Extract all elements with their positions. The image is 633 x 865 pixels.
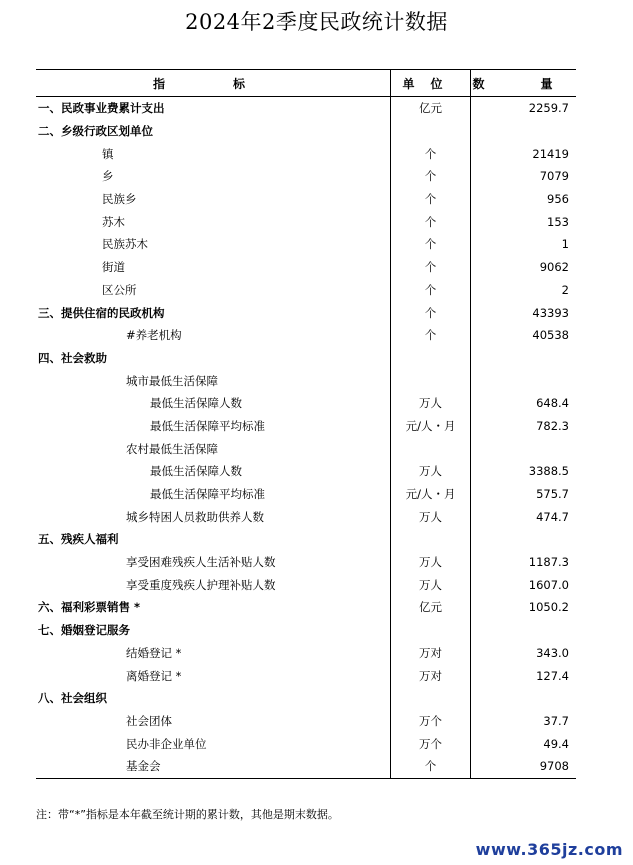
unit-cell: 万个 xyxy=(391,710,471,733)
indicator-cell: 最低生活保障平均标准 xyxy=(150,418,265,433)
table-row xyxy=(36,120,576,143)
unit-cell: 个 xyxy=(391,165,471,188)
indicator-cell: 街道 xyxy=(102,260,125,275)
table-row xyxy=(36,97,576,120)
table-row xyxy=(36,483,576,506)
table-row xyxy=(36,347,576,370)
value-cell: 40538 xyxy=(532,328,569,343)
value-cell xyxy=(471,528,576,551)
table-row xyxy=(36,687,576,710)
indicator-cell: 乡 xyxy=(102,169,114,184)
unit-cell xyxy=(391,120,471,143)
unit-cell xyxy=(391,687,471,710)
unit-cell: 个 xyxy=(391,210,471,233)
indicator-cell: 农村最低生活保障 xyxy=(126,441,218,456)
unit-cell: 万对 xyxy=(391,642,471,665)
header-indicator: 指 标 xyxy=(36,70,391,97)
table-row xyxy=(36,188,576,211)
table-row xyxy=(36,551,576,574)
indicator-cell: 民族苏木 xyxy=(102,237,148,252)
indicator-cell: 城乡特困人员救助供养人数 xyxy=(126,509,264,524)
indicator-cell: 结婚登记 * xyxy=(126,645,182,660)
indicator-cell: 四、社会救助 xyxy=(38,350,107,365)
value-cell: 49.4 xyxy=(543,736,569,751)
table-row xyxy=(36,369,576,392)
header-quantity: 数 量 xyxy=(471,70,576,97)
page-title: 2024年2季度民政统计数据 xyxy=(185,10,448,34)
statistics-table xyxy=(36,69,576,779)
value-cell: 37.7 xyxy=(543,713,569,728)
table-row xyxy=(36,460,576,483)
unit-cell: 个 xyxy=(391,301,471,324)
indicator-cell: 最低生活保障人数 xyxy=(150,464,242,479)
table-row xyxy=(36,279,576,302)
table-row xyxy=(36,755,576,778)
value-cell: 782.3 xyxy=(536,418,569,433)
table-row xyxy=(36,732,576,755)
value-cell: 956 xyxy=(547,192,569,207)
indicator-cell: 民办非企业单位 xyxy=(126,736,207,751)
indicator-cell: 享受困难残疾人生活补贴人数 xyxy=(126,555,276,570)
table-row xyxy=(36,165,576,188)
value-cell xyxy=(471,347,576,370)
unit-cell: 个 xyxy=(391,188,471,211)
unit-cell: 万人 xyxy=(391,573,471,596)
indicator-cell: 三、提供住宿的民政机构 xyxy=(38,305,165,320)
value-cell xyxy=(471,437,576,460)
unit-cell: 万人 xyxy=(391,460,471,483)
unit-cell: 万对 xyxy=(391,664,471,687)
value-cell: 9708 xyxy=(471,755,576,778)
table-row xyxy=(36,142,576,165)
value-cell: 343.0 xyxy=(536,645,569,660)
value-cell xyxy=(471,369,576,392)
table-row xyxy=(36,210,576,233)
indicator-cell: 社会团体 xyxy=(126,713,172,728)
value-cell: 127.4 xyxy=(536,668,569,683)
footnote: 注：带“*”指标是本年截至统计期的累计数，其他是期末数据。 xyxy=(36,808,339,821)
indicator-cell: 二、乡级行政区划单位 xyxy=(38,124,153,139)
value-cell: 2 xyxy=(561,282,569,297)
table-row xyxy=(36,256,576,279)
unit-cell xyxy=(391,528,471,551)
indicator-cell: 最低生活保障人数 xyxy=(150,396,242,411)
unit-cell xyxy=(391,619,471,642)
indicator-cell: 七、婚姻登记服务 xyxy=(38,623,130,638)
indicator-cell: 五、残疾人福利 xyxy=(38,532,119,547)
indicator-cell: 六、福利彩票销售 * xyxy=(38,600,141,615)
table-row xyxy=(36,392,576,415)
value-cell: 575.7 xyxy=(536,487,569,502)
value-cell: 1050.2 xyxy=(528,600,569,615)
value-cell xyxy=(471,687,576,710)
value-cell: 43393 xyxy=(532,305,569,320)
value-cell: 474.7 xyxy=(536,509,569,524)
value-cell: 9062 xyxy=(539,260,569,275)
unit-cell: 元/人・月 xyxy=(391,483,471,506)
unit-cell: 亿元 xyxy=(391,97,471,120)
indicator-cell: 城市最低生活保障 xyxy=(126,373,218,388)
indicator-cell: 享受重度残疾人护理补贴人数 xyxy=(126,577,276,592)
indicator-cell: 一、民政事业费累计支出 xyxy=(38,101,165,116)
unit-cell: 个 xyxy=(391,142,471,165)
table-row xyxy=(36,324,576,347)
unit-cell: 万个 xyxy=(391,732,471,755)
table-row xyxy=(36,528,576,551)
indicator-cell: 区公所 xyxy=(102,282,137,297)
indicator-cell: 八、社会组织 xyxy=(38,691,107,706)
unit-cell: 元/人・月 xyxy=(391,415,471,438)
unit-cell xyxy=(391,437,471,460)
unit-cell: 个 xyxy=(391,256,471,279)
table-header-row xyxy=(36,70,576,97)
value-cell: 3388.5 xyxy=(528,464,569,479)
table-row xyxy=(36,415,576,438)
indicator-cell: 基金会 xyxy=(36,755,391,778)
watermark: www.365jz.com xyxy=(475,840,623,859)
indicator-cell: 民族乡 xyxy=(102,192,137,207)
value-cell: 21419 xyxy=(532,146,569,161)
table-row xyxy=(36,573,576,596)
table-row xyxy=(36,301,576,324)
table-row xyxy=(36,596,576,619)
indicator-cell: 最低生活保障平均标准 xyxy=(150,487,265,502)
indicator-cell: 苏木 xyxy=(102,214,125,229)
value-cell xyxy=(471,619,576,642)
indicator-cell: #养老机构 xyxy=(126,328,182,343)
table-row xyxy=(36,233,576,256)
value-cell: 1187.3 xyxy=(528,555,569,570)
value-cell: 1 xyxy=(561,237,569,252)
value-cell: 1607.0 xyxy=(528,577,569,592)
table-row xyxy=(36,642,576,665)
table-row xyxy=(36,437,576,460)
header-unit: 单位 xyxy=(391,70,471,97)
unit-cell: 亿元 xyxy=(391,596,471,619)
table-row xyxy=(36,664,576,687)
value-cell: 648.4 xyxy=(536,396,569,411)
unit-cell: 个 xyxy=(391,324,471,347)
table-row xyxy=(36,710,576,733)
unit-cell: 万人 xyxy=(391,551,471,574)
unit-cell: 个 xyxy=(391,755,471,778)
value-cell: 7079 xyxy=(539,169,569,184)
unit-cell: 个 xyxy=(391,233,471,256)
table-row xyxy=(36,505,576,528)
indicator-cell: 离婚登记 * xyxy=(126,668,182,683)
value-cell: 153 xyxy=(547,214,569,229)
unit-cell: 万人 xyxy=(391,392,471,415)
indicator-cell: 镇 xyxy=(102,146,114,161)
unit-cell: 个 xyxy=(391,279,471,302)
unit-cell xyxy=(391,347,471,370)
table-row xyxy=(36,619,576,642)
value-cell: 2259.7 xyxy=(528,101,569,116)
value-cell xyxy=(471,120,576,143)
unit-cell xyxy=(391,369,471,392)
unit-cell: 万人 xyxy=(391,505,471,528)
